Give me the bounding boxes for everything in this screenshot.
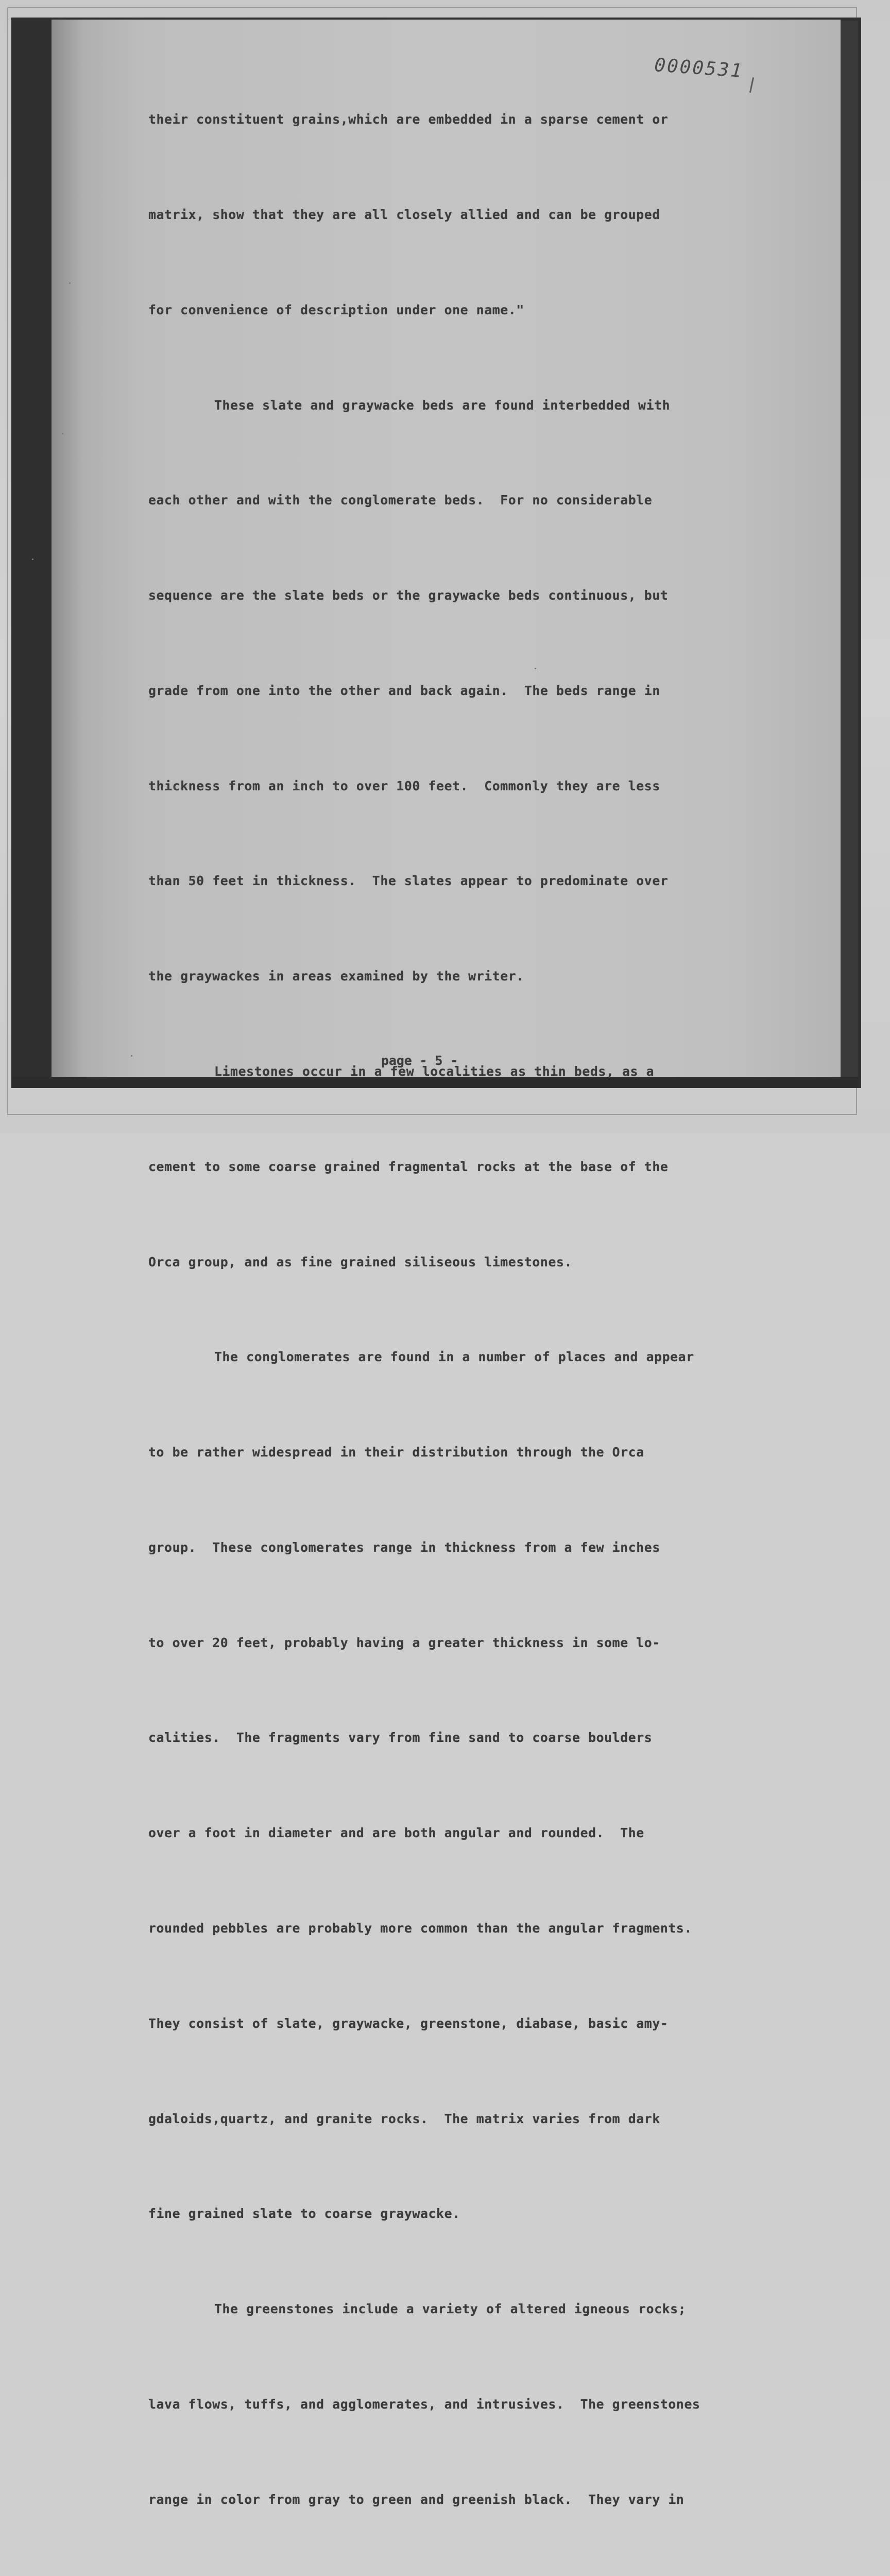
text-line: to be rather widespread in their distribution through the Orca [148,1445,644,1460]
text-line: rounded pebbles are probably more common than the angular fragments. [148,1921,692,1936]
text-line: cement to some coarse grained fragmental rocks at the base of the [148,1159,669,1174]
text-line: thickness from an inch to over 100 feet. Commonly they are less [148,778,660,793]
text-line: calities. The fragments vary from fine sand to coarse boulders [148,1730,653,1745]
paragraph-start-line: The conglomerates are found in a number of places and appear [214,1349,694,1365]
page-shadow [52,20,82,1077]
page-right-edge [841,21,858,1087]
text-line: each other and with the conglomerate beds. For no considerable [148,493,653,508]
document-stamp-number: 0000531 [654,55,744,82]
scan-speck [535,668,536,669]
text-line: Orca group, and as fine grained siliseous limestones. [148,1254,573,1269]
paragraph-start-line: The greenstones include a variety of altered igneous rocks; [214,2301,687,2317]
text-line: gdaloids,quartz, and granite rocks. The matrix varies from dark [148,2111,660,2126]
scan-speck [69,282,71,284]
text-line: the graywackes in areas examined by the writer. [148,969,524,984]
text-line: their constituent grains,which are embedded in a sparse cement or [148,112,669,127]
paragraph-start-line: These slate and graywacke beds are found interbedded with [214,397,671,413]
page-number: page - 5 - [381,1053,458,1068]
text-line: fine grained slate to coarse graywacke. [148,2206,460,2222]
scan-speck [32,558,33,560]
paragraph-start-line: Limestones occur in a few localities as thin beds, as a [214,1064,655,1079]
text-line: range in color from gray to green and greenish black. They vary in [148,2492,684,2507]
text-line: lava flows, tuffs, and agglomerates, and intrusives. The greenstones [148,2396,700,2412]
text-line: for convenience of description under one name." [148,302,524,317]
text-line: sequence are the slate beds or the graywacke beds continuous, but [148,588,669,603]
text-line: group. These conglomerates range in thickness from a few inches [148,1539,660,1555]
text-line: to over 20 feet, probably having a greater thickness in some lo- [148,1635,660,1650]
text-line: They consist of slate, graywacke, greenstone, diabase, basic amy- [148,2015,669,2031]
text-line: matrix, show that they are all closely allied and can be grouped [148,207,660,222]
scan-speck [62,433,63,434]
text-line: than 50 feet in thickness. The slates appear to predominate over [148,873,669,889]
text-line: grade from one into the other and back again. The beds range in [148,683,660,698]
scan-speck [131,1055,132,1057]
text-line: over a foot in diameter and are both angular and rounded. The [148,1825,644,1841]
body-text [148,40,797,2576]
